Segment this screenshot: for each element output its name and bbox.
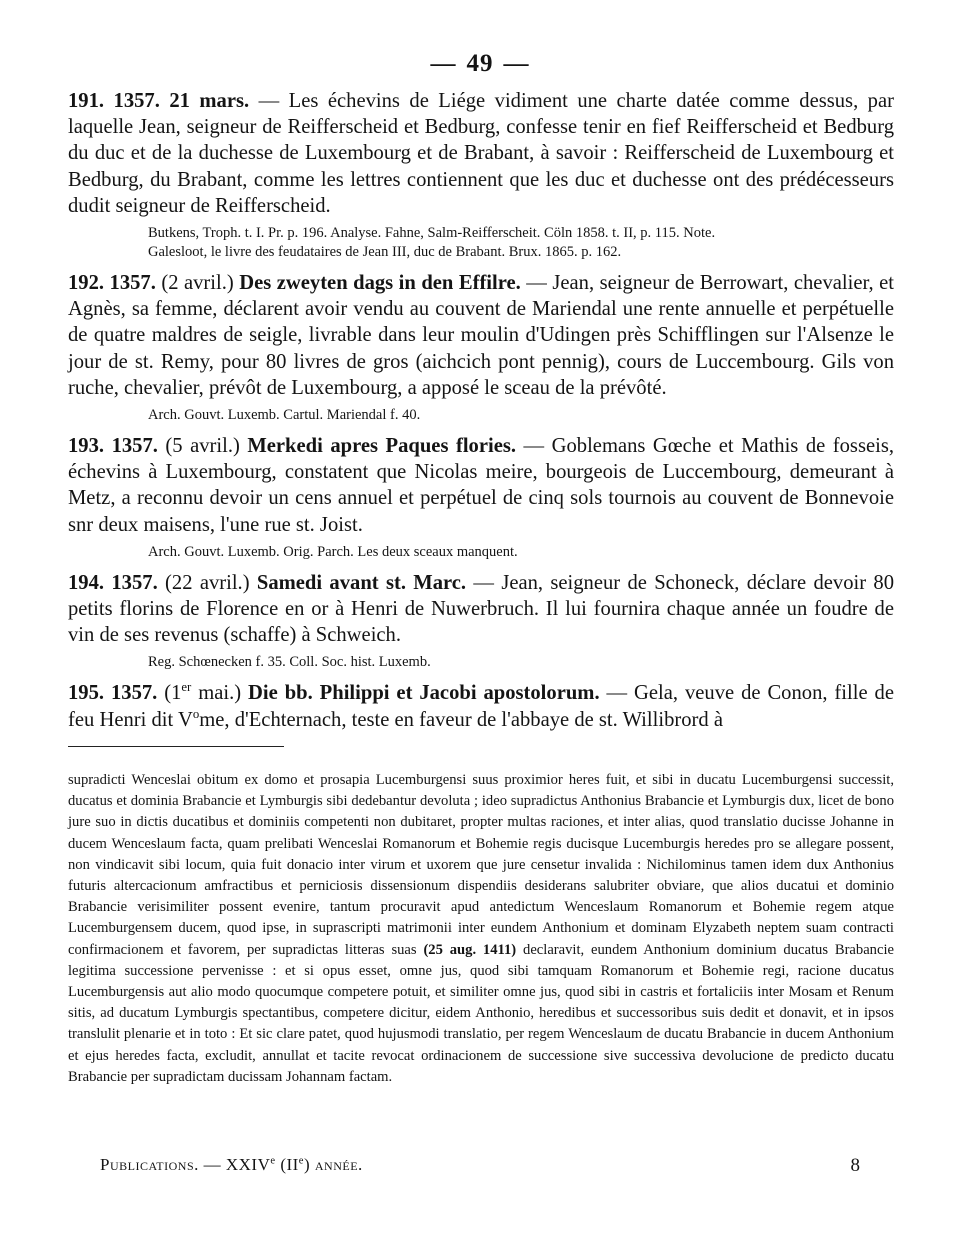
entry-body: — Jean, seigneur de Berrowart, chevalier, et Agnès, sa femme, déclarent avoir vendu au couvent de Mariendal une rente annuelle et perpétuelle de quatre maldres de seigle, livrable dans leur moulin d'Udingen près Schifflingen sur l'Alsenze le jour de st. Remy, pour 80 livres de gros (aichcich pont pennig), cours de Luccembourg. Gils von ruche, chevalier, prévôt de Luxembourg, a apposé le sceau de la prévôté. [68,272,894,399]
entry-text [68,270,894,401]
main-text [68,88,894,741]
page-number-dash-left: — [430,50,457,77]
entry-date-pre: (1 [164,682,182,705]
entry-number: 195. [68,682,105,705]
entry-rubric: Die bb. Philippi et Jacobi apostolorum. [248,682,600,705]
page-number-dash-right: — [503,50,530,77]
entry-number: 193. [68,435,105,458]
entry-rubric: Samedi avant st. Marc. [256,571,467,594]
entry-source [68,406,894,425]
entry-year: 1357. [109,272,156,295]
footnote-text-post: declaravit, eundem Anthonium dominium ducatus Brabancie legitima successione pervenisse : et si opus esset, omne jus, quod sibi tamquam Romanorum et Bohemie regi, racione ducatus Lucemburgensis aut alio modo quocumque competere potuit, et similiter omne jus, quod sibi in castris et fortaliciis inter Mosam et Renum sitis, ad ducatum Lymburgis spectantibus, competere dicitur, eidem Anthonio, heredibus et successoribus suis dedit et donavit, et in ipsos translulit plenarie et in toto : Et sic clare patet, quod hujusmodi translatio, per regem Wenceslaum de ducatu Brabancie in ducem Anthonium et ejus heredes facta, excludit, annullat et tacite revocat ordinacionem de successione sive successiva devolucione de predicto ducatu Brabancie per supradictam ducissam Johannam factam. [68,941,894,1085]
publication-label-post: ) année. [303,1155,363,1174]
entry-191 [68,88,894,262]
entry-year: 1357. [111,435,158,458]
footnote-rule [68,746,284,747]
entry-source [68,653,894,672]
entry-date: (2 avril.) [161,272,234,295]
entry-year: 1357. [113,90,160,112]
entry-body-post: me, d'Echternach, teste en faveur de l'abbaye de st. Willibrord à [199,708,723,731]
signature-mark: 8 [850,1155,860,1176]
page-number [0,50,960,78]
entry-source [68,543,894,562]
footnote-date: (25 aug. 1411) [423,941,517,958]
source-line: Galesloot, le livre des feudataires de Jean III, duc de Brabant. Brux. 1865. p. 162. [148,244,622,261]
entry-number: 194. [68,571,105,594]
entry-text [68,88,894,219]
entry-193 [68,433,894,562]
publication-label [100,1155,363,1175]
entry-body-sup: o [192,706,200,721]
source-line: Reg. Schœnecken f. 35. Coll. Soc. hist. Luxemb. [148,654,431,671]
publication-label-mid: (II [275,1155,299,1174]
entry-number: 192. [68,272,105,295]
page-footer [100,1155,860,1185]
entry-date: (22 avril.) [165,571,250,594]
entry-year: 1357. [111,571,158,594]
entry-body-pre: — Gela, veuve de Conon, fille de feu Henri dit V [68,682,894,731]
entry-year: 1357. [110,682,158,705]
entry-195 [68,680,894,732]
entry-date: (5 avril.) [165,435,240,458]
footnote [68,770,894,1088]
entry-body: — Jean, seigneur de Schoneck, déclare devoir 80 petits florins de Florence en or à Henri de Nuwerbruch. Il lui fournira chaque année un foudre de vin de ses revenus (schaffe) à Schweich. [68,571,895,647]
entry-date-post: mai.) [191,682,242,705]
entry-number: 191. [68,90,105,112]
page-number-value: 49 [466,50,494,77]
entry-date [164,682,241,704]
entry-date-sup: er [181,680,192,695]
entry-body: — Les échevins de Liége vidiment une charte datée comme dessus, par laquelle Jean, seigneur de Reifferscheid et Bedburg, confesse tenir en fief Reifferscheid et Bedburg du duc et de la duchesse de Luxembourg et de Brabant, à savoir : Reifferscheid de Luxembourg et Bedburg, du Brabant, comme les lettres contiennent que les duc et duchesse ont des prédécesseurs dudit seigneur de Reifferscheid. [68,90,894,217]
entry-text [68,680,894,732]
entry-192 [68,270,894,425]
publication-label-sup2: e [298,1155,304,1167]
entry-text [68,433,894,538]
entry-rubric: Des zweyten dags in den Effilre. [239,272,521,295]
source-line: Arch. Gouvt. Luxemb. Cartul. Mariendal f. 40. [148,407,421,424]
entry-194 [68,570,894,673]
entry-source [68,224,894,262]
publication-label-pre: Publications. — XXIV [100,1155,271,1174]
source-line: Arch. Gouvt. Luxemb. Orig. Parch. Les deux sceaux manquent. [148,543,518,560]
entry-date: 21 mars. [169,90,250,112]
publication-label-sup1: e [270,1155,276,1167]
footnote-text-pre: supradicti Wenceslai obitum ex domo et prosapia Lucemburgensi suus proximior heres fuit, et sibi in ducatu Lucemburgensi successit, ducatus et dominia Brabancie et Lymburgis sibi dedebantur devoluta ; ideo supradictus Anthonius Brabancie et Lymburgis dux, licet de bono jure suo in dictis ducatibus et dominiis competenti non dubitaret, propter multas raciones, et inter alias, quod translatio ducisse Johanne in ducem Wenceslaum facta, quam prelibati Wenceslai Romanorum et Bohemie regis ducisque Lucemburgis heredes pro se allegare possent, non vindicavit sibi locum, quia fuit donacio inter virum et uxorem que jure censetur invalida : Nichilominus tamen idem dux Anthonius futuris altercacionum amfractibus et perniciosis dissensionum dispendiis desiderans salubriter obviare, que alios ducatui et dominio Brabancie verisimiliter possent evenire, tantum procuravit apud antedictum Wenceslaum Romanorum et Bohemie regem atque Lucemburgensem ducem, quod ipse, in suprascripti matrimonii inter eundem Anthonium et dominam Elyzabeth neptem suam contracti confirmacionem et favorem, per supradictas litteras suas [68,772,894,958]
entry-body: — Goblemans Gœche et Mathis de fosseis, échevins à Luxembourg, constatent que Nicolas meire, bourgeois de Luccembourg, demeurant à Metz, a reconnu devoir un cens annuel et perpétuel de cinq sols tournois au couvent de Bonnevoie snr deux maisens, l'une rue st. Joist. [68,435,894,536]
source-line: Butkens, Troph. t. I. Pr. p. 196. Analyse. Fahne, Salm-Reifferscheit. Cöln 1858. t. II, p. 115. Note. [148,225,716,242]
entry-text [68,570,894,649]
entry-rubric: Merkedi apres Paques flories. [247,435,516,458]
